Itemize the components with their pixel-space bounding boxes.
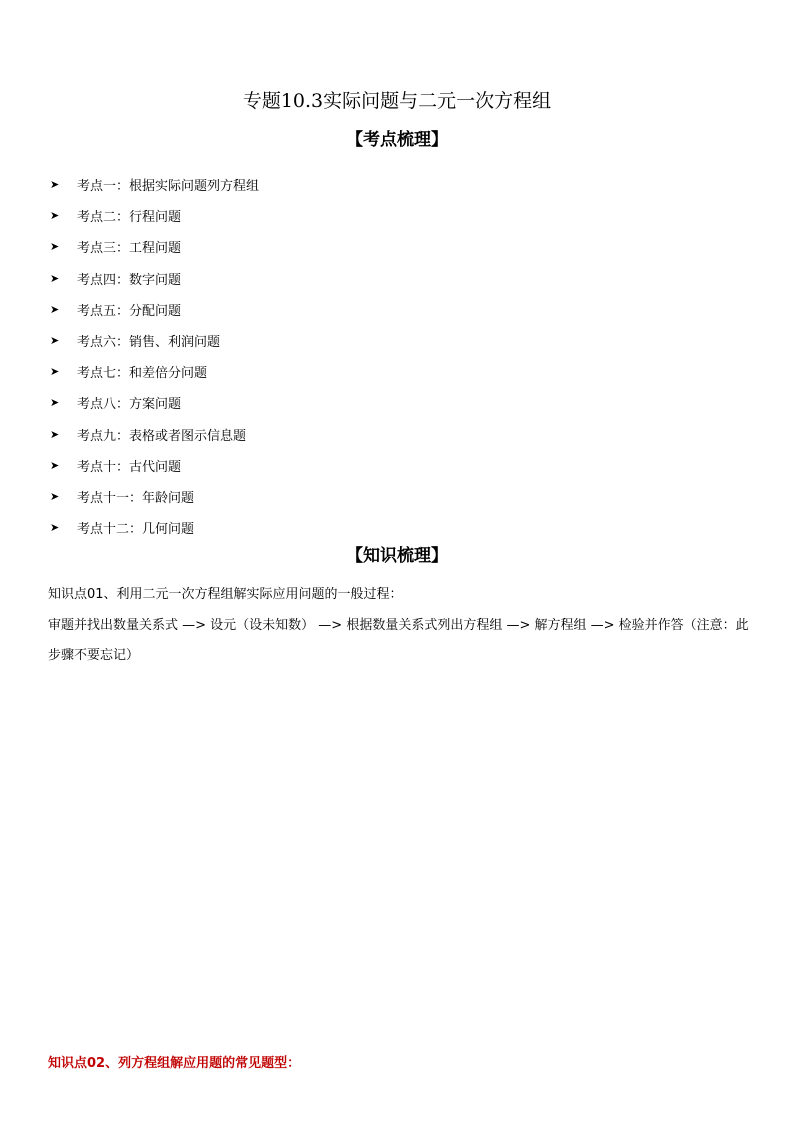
section-heading-kaodian: 【考点梳理】 — [346, 130, 448, 150]
list-item: ➤ 考点十一：年龄问题 — [50, 489, 195, 506]
list-item: ➤ 考点十二：几何问题 — [50, 521, 195, 538]
document-title: 专题10.3实际问题与二元一次方程组 — [242, 90, 552, 112]
knowledge-point-1-title: 知识点01、利用二元一次方程组解实际应用问题的一般过程： — [48, 587, 403, 602]
list-item: ➤ 考点七：和差倍分问题 — [50, 365, 208, 382]
knowledge-point-2-title: 知识点02、列方程组解应用题的常见题型： — [48, 1056, 301, 1071]
arrowhead-bullet-icon: ➤ — [50, 427, 60, 441]
arrowhead-bullet-icon: ➤ — [50, 178, 60, 192]
arrowhead-bullet-icon: ➤ — [50, 458, 60, 472]
list-item: ➤ 考点八：方案问题 — [50, 396, 182, 413]
list-item: ➤ 考点六：销售、利润问题 — [50, 334, 221, 351]
arrowhead-bullet-icon: ➤ — [50, 365, 60, 379]
arrowhead-bullet-icon: ➤ — [50, 396, 60, 410]
section-heading-zhishi: 【知识梳理】 — [346, 546, 448, 566]
arrowhead-bullet-icon: ➤ — [50, 271, 60, 285]
list-item: ➤ 考点四：数字问题 — [50, 271, 182, 288]
arrowhead-bullet-icon: ➤ — [50, 521, 60, 535]
list-item: ➤ 考点三：工程问题 — [50, 240, 182, 257]
arrowhead-bullet-icon: ➤ — [50, 489, 60, 503]
kaodian-list — [50, 169, 259, 543]
list-item: ➤ 考点五：分配问题 — [50, 302, 182, 319]
knowledge-point-1-body: 审题并找出数量关系式 —> 设元（设未知数） —> 根据数量关系式列出方程组 —> 解方程组 —> 检验并作答（注意：此步骤不要忘记） — [48, 618, 749, 663]
list-item: ➤ 考点一：根据实际问题列方程组 — [50, 178, 260, 195]
arrowhead-bullet-icon: ➤ — [50, 302, 60, 316]
arrowhead-bullet-icon: ➤ — [50, 209, 60, 223]
arrowhead-bullet-icon: ➤ — [50, 240, 60, 254]
list-item: ➤ 考点十：古代问题 — [50, 458, 182, 475]
list-item: ➤ 考点二：行程问题 — [50, 209, 182, 226]
list-item: ➤ 考点九：表格或者图示信息题 — [50, 427, 247, 444]
arrowhead-bullet-icon: ➤ — [50, 334, 60, 348]
